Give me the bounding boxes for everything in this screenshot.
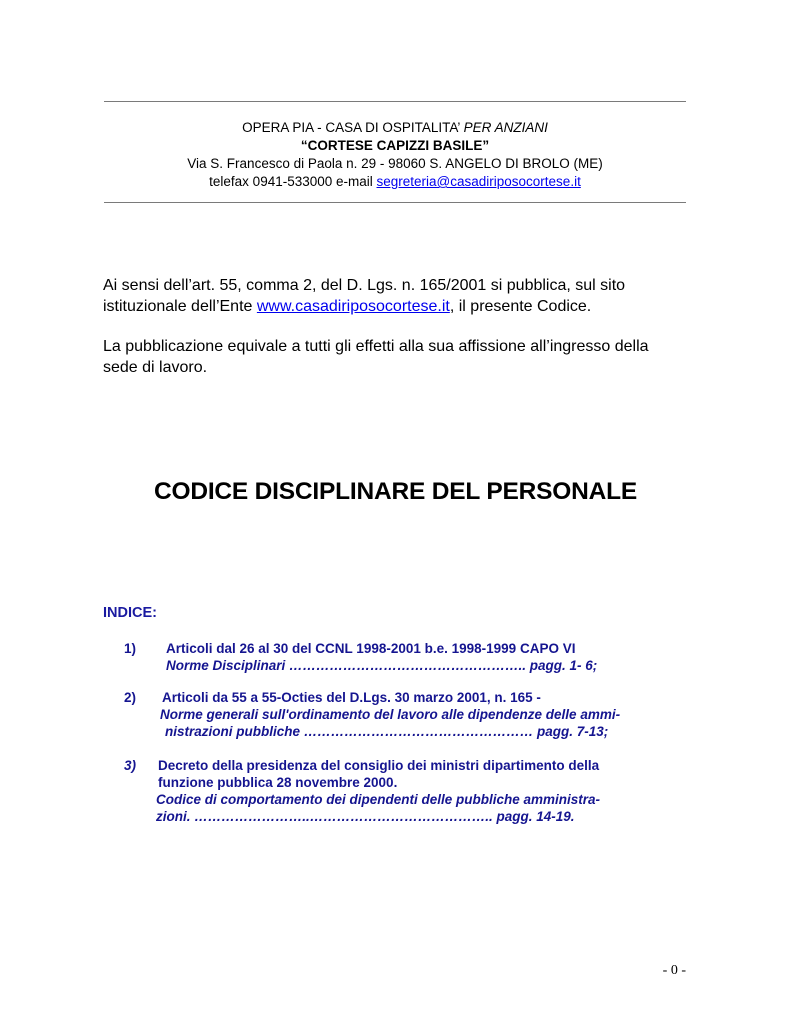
address: Via S. Francesco di Paola n. 29 - 98060 S. ANGELO DI BROLO (ME) xyxy=(187,156,603,171)
contact-line: telefax 0941-533000 e-mail segreteria@casadiriposocortese.it xyxy=(209,174,581,189)
institution-name: “CORTESE CAPIZZI BASILE” xyxy=(300,138,490,153)
document-title: CODICE DISCIPLINARE DEL PERSONALE xyxy=(153,478,637,505)
website-link[interactable]: www.casadiriposocortese.it xyxy=(256,298,450,315)
header-bottom-rule xyxy=(104,202,686,203)
intro-paragraph-2: La pubblicazione equivale a tutti gli effetti alla sua affissione all’ingresso della sede di lavoro. xyxy=(103,338,649,376)
intro-paragraph-1: Ai sensi dell’art. 55, comma 2, del D. Lgs. n. 165/2001 si pubblica, sul sito istituzionale dell’Ente www.casadiriposocortese.it, il presente Codice. xyxy=(103,277,626,315)
page-number: - 0 - xyxy=(662,963,686,978)
email-link[interactable]: segreteria@casadiriposocortese.it xyxy=(376,174,581,189)
letterhead xyxy=(104,119,686,191)
letterhead-line-1: OPERA PIA - CASA DI OSPITALITA’ PER ANZIANI xyxy=(242,120,548,135)
header-top-rule xyxy=(104,101,686,102)
index-heading: INDICE: xyxy=(103,605,157,621)
